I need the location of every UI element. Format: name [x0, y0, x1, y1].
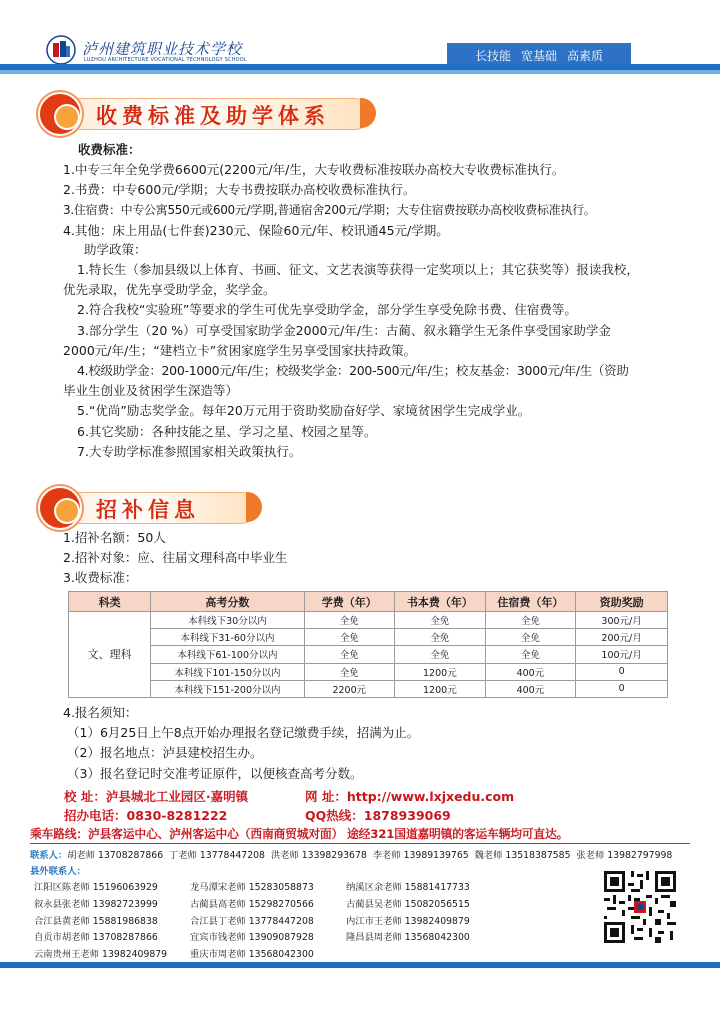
table-cell: 本科线下61-100分以内 [151, 646, 304, 663]
table-cell: 全免 [304, 646, 395, 663]
notice-item: （3）报名登记时交准考证原件，以便核查高考分数。 [67, 765, 363, 781]
county-row [34, 914, 594, 931]
table-cell: 2200元 [304, 680, 395, 697]
aid-line: 3.部分学生（20 %）可享受国家助学金2000元/年/生：古蔺、叙永籍学生无条件享受国家助学金 [77, 322, 611, 338]
table-cell: 400元 [485, 680, 576, 697]
table-cell: 全免 [395, 646, 486, 663]
notice-block [63, 703, 663, 784]
footer-bar [0, 962, 720, 968]
county-contact: 重庆市周老师 13568042300 [190, 949, 314, 961]
motto-2: 宽基础 [520, 48, 557, 63]
county-contact: 龙马潭宋老师 15283058873 [190, 882, 314, 893]
fee-table [68, 591, 668, 698]
county-contact: 合江县丁老师 13778447208 [190, 915, 314, 927]
county-contact: 江阳区陈老师 15196063929 [34, 882, 158, 893]
aid-line: 毕业生创业及贫困学生深造等） [63, 383, 239, 399]
qq-hotline: QQ热线：1878939069 [305, 808, 451, 823]
table-cell: 全免 [395, 629, 486, 646]
fee-line: 1.中专三年全免学费6600元(2200元/年/生，大专收费标准按联办高校大专收费标准执行。 [63, 162, 565, 177]
table-cell: 全免 [485, 646, 576, 663]
table-cell: 本科线下31-60分以内 [151, 629, 304, 646]
county-contact: 古蔺县高老师 15298270566 [190, 898, 314, 910]
recruit-items [63, 528, 663, 589]
contacts-label: 联系人： [30, 850, 68, 861]
contact-person: 张老师 13982797998 [576, 850, 673, 861]
county-contacts-label [30, 864, 86, 881]
county-contact: 古蔺县吴老师 15082056515 [346, 898, 470, 910]
section-title-recruit: 招补信息 [96, 498, 200, 522]
table-cell: 0 [576, 663, 668, 680]
school-logo [46, 35, 76, 65]
county-label: 县外联系人： [30, 866, 86, 877]
table-row [69, 629, 668, 646]
notice-item: （2）报名地点：泸县建校招生办。 [67, 745, 263, 761]
county-contact: 自贡市胡老师 13708287866 [34, 932, 158, 944]
table-header: 资助奖励 [576, 592, 668, 612]
recruit-item: 1.招补名额：50人 [63, 530, 166, 545]
table-header: 住宿费（年） [485, 592, 576, 612]
fee-label: 收费标准： [78, 142, 141, 157]
header-rule-light [0, 70, 720, 74]
table-header: 学费（年） [304, 592, 395, 612]
motto-3: 高素质 [567, 48, 604, 63]
aid-line: 7.大专助学标准参照国家相关政策执行。 [77, 443, 302, 459]
section-banner-recruit [0, 482, 720, 526]
category-cell: 文、理科 [69, 612, 151, 698]
motto-1: 长技能 [474, 48, 511, 63]
fee-standard-block [78, 140, 698, 160]
table-cell: 全免 [304, 663, 395, 680]
aid-line: 1.特长生（参加县级以上体育、书画、征文、文艺表演等获得一定奖项以上；其它获奖等）报读我校， [77, 262, 639, 277]
table-cell: 全免 [304, 629, 395, 646]
aid-line: 2.符合我校“实验班”等要求的学生可优先享受助学金，部分学生享受免除书费、住宿费等。 [77, 302, 577, 318]
table-header: 科类 [69, 592, 151, 612]
section-banner-fees [0, 88, 720, 132]
contact-person: 李老师 13989139765 [372, 850, 469, 861]
table-cell: 全免 [304, 612, 395, 629]
divider [30, 843, 690, 844]
table-cell: 300元/月 [576, 612, 668, 629]
address: 校 址：泸县城北工业园区·嘉明镇 [64, 789, 249, 804]
table-row [69, 612, 668, 629]
county-contact: 合江县黄老师 15881986838 [34, 915, 158, 927]
county-row [34, 880, 594, 897]
fee-lines [63, 160, 703, 241]
table-cell: 全免 [485, 629, 576, 646]
table-header: 书本费（年） [395, 592, 486, 612]
table-cell: 100元/月 [576, 646, 668, 663]
notice-label: 4.报名须知： [63, 705, 138, 720]
aid-line: 2000元/年/生；“建档立卡”贫困家庭学生另享受国家扶持政策。 [63, 342, 417, 358]
fee-line: 4.其他：床上用品(七件套)230元、保险60元/年、校讯通45元/学期。 [63, 222, 449, 238]
contact-person: 魏老师 13518387585 [474, 850, 571, 861]
table-header: 高考分数 [151, 592, 304, 612]
table-cell: 全免 [485, 612, 576, 629]
county-contact: 叙永县张老师 13982723999 [34, 898, 158, 910]
school-name: 泸州建筑职业技术学校 [82, 40, 243, 58]
table-cell: 本科线下30分以内 [151, 612, 304, 629]
county-contact: 宜宾市钱老师 13909087928 [190, 932, 314, 944]
county-contacts [34, 880, 594, 964]
table-cell: 0 [576, 680, 668, 697]
aid-line: 4.校级助学金：200-1000元/年/生；校级奖学金：200-500元/年/生；校友基金：3000元/年/生（资助 [77, 363, 629, 379]
table-cell: 200元/月 [576, 629, 668, 646]
county-row [34, 897, 594, 914]
contact-person: 胡老师 13708287866 [67, 850, 164, 861]
phone: 招办电话：0830-8281222 [64, 808, 228, 823]
table-cell: 400元 [485, 663, 576, 680]
table-cell: 本科线下151-200分以内 [151, 680, 304, 697]
county-contact: 隆昌县周老师 13568042300 [346, 932, 470, 944]
aid-line: 6.其它奖励：各种技能之星、学习之星、校园之星等。 [77, 423, 377, 439]
table-row [69, 646, 668, 663]
county-contact: 内江市王老师 13982409879 [346, 915, 470, 927]
fee-line: 2.书费：中专600元/学期；大专书费按联办高校收费标准执行。 [63, 182, 416, 198]
notice-item: （1）6月25日上午8点开始办理报名登记缴费手续，招满为止。 [67, 725, 420, 741]
contact-person: 丁老师 13778447208 [169, 850, 265, 861]
county-row [34, 930, 594, 947]
contact-person: 洪老师 13398293678 [270, 850, 367, 861]
table-cell: 1200元 [395, 663, 486, 680]
main-contacts [30, 848, 720, 865]
table-row [69, 663, 668, 680]
section-title-fees: 收费标准及助学体系 [96, 104, 330, 128]
fee-line: 3.住宿费：中专公寓550元或600元/学期,普通宿舍200元/学期；大专住宿费按联办高校收费标准执行。 [63, 203, 596, 218]
table-row [69, 680, 668, 697]
table-cell: 1200元 [395, 680, 486, 697]
school-name-en: LUZHOU ARCHITECTURE VOCATIONAL TECHNOLOGY SCHOOL [84, 57, 247, 63]
county-contact: 云南贵州王老师 13982409879 [34, 949, 168, 961]
county-contact: 纳溪区余老师 15881417733 [346, 882, 470, 893]
website-link[interactable]: 网 址：http://www.lxjxedu.com [305, 789, 515, 804]
table-cell: 本科线下101-150分以内 [151, 663, 304, 680]
aid-label: 助学政策： [84, 242, 147, 257]
table-header-row [69, 592, 668, 612]
aid-lines [63, 260, 703, 462]
aid-line: 5.“优尚”励志奖学金。每年20万元用于资助奖励奋好学、家境贫困学生完成学业。 [77, 403, 531, 419]
table-cell: 全免 [395, 612, 486, 629]
bus-route: 乘车路线：泸县客运中心、泸州客运中心（西南商贸城对面） 途经321国道嘉明镇的客运车辆均可直达。 [30, 827, 569, 841]
recruit-item: 3.收费标准： [63, 570, 138, 586]
qr-code-icon[interactable] [601, 868, 679, 946]
aid-line: 优先录取，优先享受助学金，奖学金。 [63, 282, 276, 298]
recruit-item: 2.招补对象：应、往届文理科高中毕业生 [63, 550, 288, 566]
